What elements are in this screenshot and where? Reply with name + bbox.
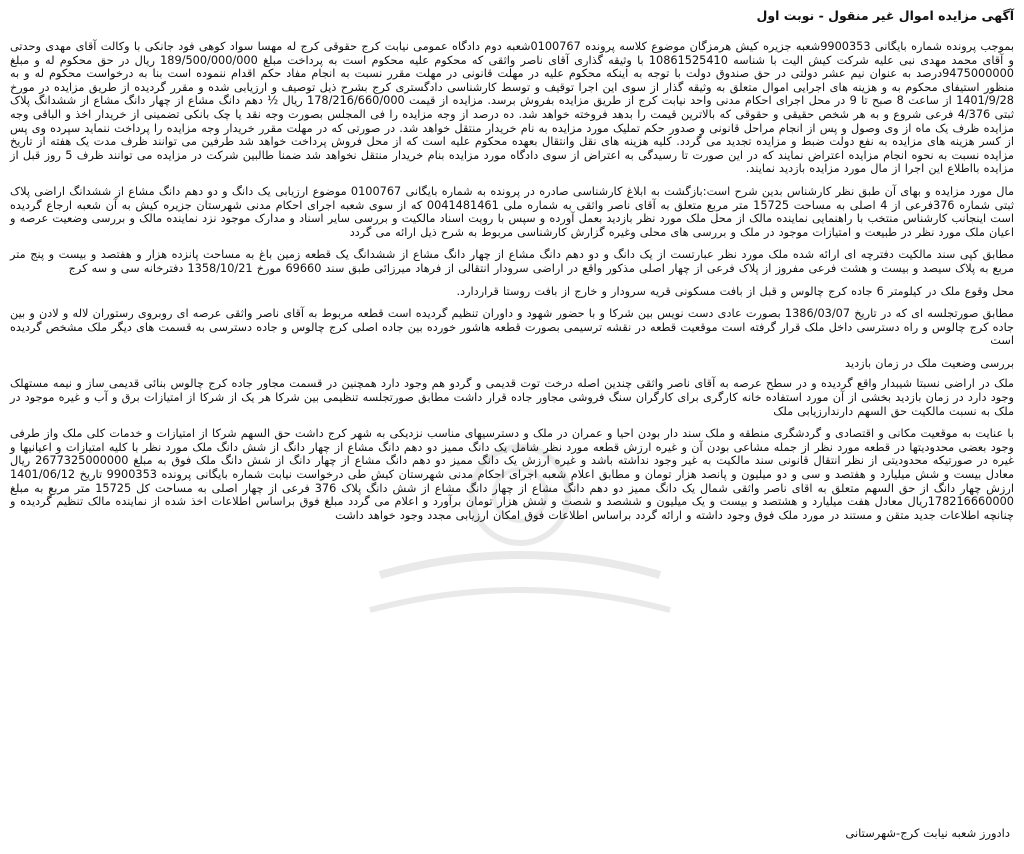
paragraph-valuation: با عنایت به موقعیت مکانی و اقتصادی و گردشگری منطقه و ملک سند دار بودن احیا و عمران در ملک و دسترسیهای مناسب نزدیکی به شهر کرج داشت حق السهم شرکا از امتیازات و خدمات کلی ملک واز طرفی وجود بعضی محدودیتها در قطعه مورد نظر از جمله مشاعی بودن آن و غیره ارزش قطعه مورد نظر شامل یک دانگ ممیز دو دهم دانگ مشاع از چهار دانگ از شش دانگ ملک مورد نظر با کلیه امتیازات و اعیانیها و غیره در صورتیکه محدودیتی از نظر انتقال قانونی سند مالکیت به غیر وجود نداشته باشد و غیره ارزش یک دانگ ممیز دو دهم دانگ مشاع از چهار دانگ از شش دانگ ملک فوق به مبلغ 2677325000000 ریال معادل بیست و شش میلیارد و هفتصد و سی و دو میلیون و پانصد هزار تومان و مطابق اعلام شعبه اجرای احکام مدنی شهرستان کیش طی درخواست نیابت شماره بایگانی پرونده 9900353 تاریخ 1401/06/12 ارزش چهار دانگ از حق السهم متعلق به اقای ناصر واثقی شمال یک دانگ ممیز دو دهم دانگ مشاع از چهار دانگ مشاع از شش دانگ پلاک 376 فرعی از چهار اصلی به مساحت کل 15725 متر مربع به مبلغ 178216660000ریال معادل هفت میلیارد و هشتصد و بیست و یک میلیون و ششصد و شصت و شش هزار تومان برآورد و اعلام می گردد مبلغ فوق براساس اطلاعات اخذ شده از نماینده مالک تنظیم گردیده و چنانچه اطلاعات جدید متقن و مستند در مورد ملک فوق وجود داشته و ارائه گردد براساس اطلاعات فوق امکان ارزیابی مجدد وجود خواهد داشت — [10, 427, 1015, 522]
paragraph-case-details: بموجب پرونده شماره بایگانی 9900353شعبه جزیره کیش هرمزگان موضوع کلاسه پرونده 0100767شعبه دوم دادگاه عمومی نیابت کرج حقوقی کرج له مهسا سواد کوهی فود جانکی با وکالت آقای مهدی وحدتی و آقای محمد مهدی نبی علیه شرکت کیش الیت با شناسه 10861525410 با وثیقه گذاری آقای ناصر واثقی که محکوم علیه محکوم است به پرداخت مبلغ 189/500/000/000 ریال در حق محکوم له و مبلغ 9475000000درصد به عنوان نیم عشر دولتی در حق صندوق دولت با توجه به اینکه محکوم علیه در مهلت قانونی در مهلت مقرر نسبت به انجام مفاد حکم اقدام ننموده است بنا به درخواست محکوم له و به منظور استیفای محکوم به و هزینه های اجرایی اموال متعلق به وثیقه گذار از سوی این اجرا توقیف و توسط کارشناسی دادگستری کرج بشرح ذیل توصیف و ارزیابی شده و مقرر گردیده از طریق مزایده در مورخ 1401/9/28 از ساعت 8 صبح تا 9 در محل اجرای احکام مدنی واحد نیابت کرج از طریق مزایده بفروش برسد. مزایده از قیمت 178/216/660/000 ریال ½ دهم دانگ مشاع از چهار دانگ مشاع از ششدانگ پلاک ثبتی 4/376 فرعی شروع و به هر شخص حقیقی و حقوقی که بالاترین قیمت را بدهد فروخته خواهد شد. ده درصد از وجه مزایده را فی المجلس بصورت وجه نقد یا چک بانکی تضمینی از خریدار اخذ و الباقی وجه مزایده ظرف یک ماه از وی وصول و پس از انجام مراحل قانونی و صدور حکم تملیک مورد مزایده به نام خریدار منتقل خواهد شد. در صورتی که در مهلت مقرر خریدار وجه مزایده را پرداخت ننماید سپرده وی پس از کسر هزینه های مزایده به نفع دولت ضبط و مزایده تجدید می گردد. کلیه هزینه های نقل وانتقال بعهده محکوم علیه است که از محل فروش پرداخت خواهد شد طرفین می توانند ظرف مدت یک هفته از تاریخ مزایده نسبت به نحوه انجام مزایده اعتراض نمایند که در این صورت تا رسیدگی به اعتراض از سوی دادگاه مورد مزایده بنام خریدار منتقل نخواهد شد ضمنا طالبین شرکت در مزایده می توانند ظرف 5 روز قبل از مزایده بااطلاع این اجرا از مال مورد مزایده بازدید نمایند. — [10, 40, 1014, 176]
paragraph-expert-assessment: مال مورد مزایده و بهای آن طبق نظر کارشناس بدین شرح است:بازگشت به ابلاغ کارشناسی صادره در پرونده به شماره بایگانی 0100767 موضوع ارزیابی یک دانگ و دو دهم دانگ مشاع از ششدانگ اراضی پلاک ثبتی شماره 376فرعی از 4 اصلی به مساحت 15725 متر مربع متعلق به آقای ناصر واثقی به شماره ملی 0041481461 که از سوی شعبه اجرای احکام مدنی شهرستان جزیره کیش به آن شعبه ارجاع گردیده است اینجانب کارشناس منتخب با راهنمایی نماینده مالک از محل ملک مورد نظر بازدید بعمل آورده و سپس با رویت اسناد مالکیت و بررسی سایر اسناد و مدارک موجود نزد نماینده مالک و بررسی وضعیت عرصه و اعیان ملک مورد نظر در طبیعت و امتیازات موجود در ملک و بررسی های محلی وغیره گزارش کارشناسی مربوط به شرح ذیل ارائه می گردد — [10, 184, 1014, 239]
paragraph-property-location: محل وقوع ملک در کیلومتر 6 جاده کرج چالوس و قبل از بافت مسکونی قریه سرودار و خارج از بافت روستا قراردارد. — [456, 284, 1014, 298]
paragraph-inspection-status: ملک در اراضی نسبتا شیبدار واقع گردیده و در سطح عرصه به آقای ناصر واثقی چندین اصله درخت توت قدیمی و گردو هم وجود دارد همچنین در قسمت مجاور جاده کرج چالوس بنائی قدیمی ساز و نیمه مستهلک وجود دارد در زمان بازدید بخشی از آن مورد استفاده خانه کارگری برای کارگران سنگ فروشی مجاور جاده قرار داشت مطابق صورتجلسه تنظیمی بین شرکا هر یک از شرکا از امتیازات برق و آب و غیره موجود در ملک به نسبت مالکیت حق السهم دارندارزیابی ملک — [10, 377, 1014, 418]
paragraph-inspection-heading: بررسی وضعیت ملک در زمان بازدید — [845, 356, 1014, 370]
paragraph-ownership-deed: مطابق کپی سند مالکیت دفترچه ای ارائه شده ملک مورد نظر عبارتست از یک دانگ و دو دهم دانگ مشاع از چهار دانگ مشاع از ششدانگ یک قطعه زمین باغ به مساحت پانزده هزار و هفتصد و بیست و پنج متر مربع به پلاک سیصد و بیست و هشت فرعی مفروز از پلاک فرعی از چهار اصلی مذکور واقع در اراضی سرودار انتقالی از فرهاد میرزائی طبق سند 69660 مورخ 1358/10/21 دفترخانه سی و سه کرج — [10, 248, 1014, 275]
signature-line: دادورز شعبه نیابت کرج-شهرستانی — [845, 826, 1010, 840]
notice-title: آگهی مزایده اموال غیر منقول - نوبت اول — [756, 8, 1014, 23]
paragraph-partition-minutes: مطابق صورتجلسه ای که در تاریخ 1386/03/07 بصورت عادی دست نویس بین شرکا و با حضور شهود و داوران تنظیم گردیده است قطعه مربوط به آقای ناصر واثقی عرصه ای روبروی رستوران لاله و لادن و بین جاده کرج چالوس و راه دسترسی داخل ملک قرار گرفته است موقعیت قطعه در نقشه ترسیمی بصورت قطعه هاشور خورده بین جاده اصلی کرج چالوس و جاده دسترسی به قسمت های دیگر ملک مشخص گردیده است — [10, 307, 1014, 348]
